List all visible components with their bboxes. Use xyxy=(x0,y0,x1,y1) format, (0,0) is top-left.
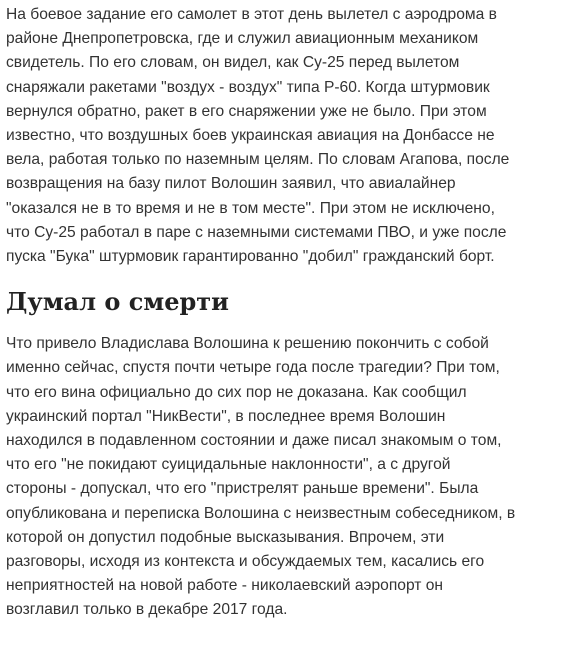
article-paragraph-2: Что привело Владислава Волошина к решению покончить с собой именно сейчас, спустя почти четыре года после трагедии? При том, что его вина официально до сих пор не доказана. Как сообщил украинский портал "НикВести", в последнее время Волошин находился в подавленном состоянии и даже писал знакомым о том, что его "не покидают суицидальные наклонности", а с другой стороны - допускал, что его "пристрелят раньше времени". Была опубликована и переписка Волошина с неизвестным собеседником, в которой он допустил подобные высказывания. Впрочем, эти разговоры, исходя из контекста и обсуждаемых тем, касались его неприятностей на новой работе - николаевский аэропорт он возглавил только в декабре 2017 года. xyxy=(6,335,516,619)
article-paragraph-1: На боевое задание его самолет в этот день вылетел с аэродрома в районе Днепропетровска, где и служил авиационным механиком свидетель. По его словам, он видел, как Су-25 перед вылетом снаряжали ракетами "воздух - воздух" типа Р-60. Когда штурмовик вернулся обратно, ракет в его снаряжении уже не было. При этом известно, что воздушных боев украинская авиация на Донбассе не вела, работая только по наземным целям. По словам Агапова, после возвращения на базу пилот Волошин заявил, что авиалайнер "оказался не в то время и не в том месте". При этом не исключено, что Су-25 работал в паре с наземными системами ПВО, и уже после пуска "Бука" штурмовик гарантированно "добил" гражданский борт. xyxy=(6,6,510,266)
article-body xyxy=(6,0,584,623)
section-heading: Думал о смерти xyxy=(6,287,229,317)
